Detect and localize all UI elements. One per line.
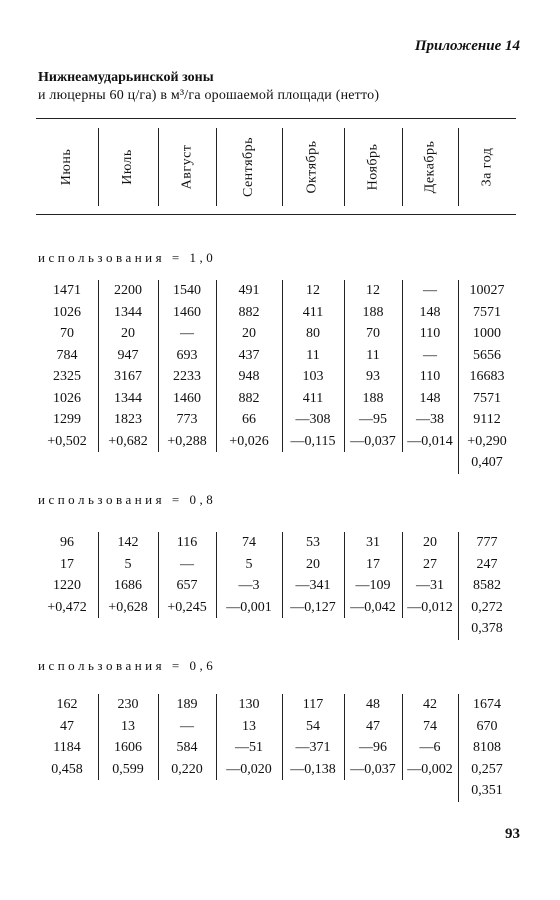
table-row xyxy=(36,618,516,640)
table-cell: 42 xyxy=(423,697,437,712)
data-block xyxy=(36,280,516,474)
table-cell: +0,288 xyxy=(167,433,207,449)
table-cell xyxy=(344,452,402,474)
table-cell xyxy=(282,452,344,474)
appendix-label: Приложение 14 xyxy=(414,38,520,54)
table-cell: —0,042 xyxy=(350,599,396,615)
table-cell xyxy=(216,780,282,802)
column-divider xyxy=(344,694,345,780)
column-divider xyxy=(282,280,283,452)
table-cell xyxy=(158,780,216,802)
table-cell: —31 xyxy=(416,578,444,593)
table-cell: —0,014 xyxy=(407,433,453,449)
column-divider xyxy=(216,280,217,452)
table-cell: 411 xyxy=(302,390,324,406)
table-cell: 20 xyxy=(121,326,135,341)
table-cell: +0,628 xyxy=(108,599,148,615)
table-cell: —0,012 xyxy=(407,599,453,615)
column-divider xyxy=(458,532,459,640)
table-cell: 16683 xyxy=(469,369,505,384)
table-cell: 948 xyxy=(238,369,260,384)
table-cell: 1674 xyxy=(473,697,501,712)
table-cell: 103 xyxy=(302,369,324,384)
table-cell: 773 xyxy=(176,412,198,427)
table-cell: 53 xyxy=(306,535,320,550)
table-cell: 693 xyxy=(176,347,198,363)
column-divider xyxy=(98,532,99,618)
table-cell: 2233 xyxy=(173,369,201,384)
table-cell: —0,020 xyxy=(226,761,272,777)
table-cell: 1344 xyxy=(114,390,142,406)
table-cell: 784 xyxy=(56,347,78,363)
table-cell: 1299 xyxy=(53,412,81,427)
table-row xyxy=(36,532,516,554)
table-cell: 1823 xyxy=(114,412,142,427)
table-row xyxy=(36,597,516,619)
table-cell: 1220 xyxy=(53,578,81,593)
table-row xyxy=(36,554,516,576)
column-divider xyxy=(458,694,459,802)
table-cell: —0,002 xyxy=(407,761,453,777)
table-cell: 96 xyxy=(60,535,74,550)
table-cell: 0,378 xyxy=(471,621,503,636)
table-row xyxy=(36,280,516,302)
table-cell: +0,026 xyxy=(229,433,269,449)
table-cell: 70 xyxy=(366,326,380,341)
table-cell: — xyxy=(180,326,194,341)
table-cell: —308 xyxy=(295,412,331,427)
table-cell: 1026 xyxy=(53,304,81,320)
header-top-rule xyxy=(36,118,516,119)
table-cell: 17 xyxy=(366,556,380,572)
table-cell: 7571 xyxy=(473,390,501,406)
table-cell: 0,407 xyxy=(471,455,503,470)
table-cell: 130 xyxy=(238,697,260,712)
table-cell: 1026 xyxy=(53,390,81,406)
column-header-december: Декабрь xyxy=(422,140,437,194)
table-cell xyxy=(344,780,402,802)
table-cell: 27 xyxy=(423,556,437,572)
table-cell: 2200 xyxy=(114,283,142,298)
table-cell: —95 xyxy=(359,412,387,427)
table-cell: —51 xyxy=(235,740,263,755)
table-cell: 670 xyxy=(476,718,498,734)
table-cell: 13 xyxy=(121,718,135,734)
table-cell: —0,037 xyxy=(350,761,396,777)
column-divider xyxy=(216,694,217,780)
table-cell: 5 xyxy=(245,556,253,572)
column-header-june: Июнь xyxy=(58,148,74,186)
section-label: использования = 1,0 xyxy=(38,250,217,265)
table-cell: +0,290 xyxy=(467,433,507,449)
table-cell: 188 xyxy=(362,304,384,320)
table-cell: 66 xyxy=(242,412,256,427)
column-divider xyxy=(282,532,283,618)
table-cell: —0,037 xyxy=(350,433,396,449)
table-cell: 411 xyxy=(302,304,324,320)
table-cell: 0,351 xyxy=(471,783,503,798)
table-cell: 47 xyxy=(366,718,380,734)
column-divider xyxy=(402,532,403,618)
table-cell: 148 xyxy=(419,390,441,406)
column-divider xyxy=(402,694,403,780)
data-block xyxy=(36,532,516,640)
table-cell xyxy=(36,618,98,640)
table-cell: 0,272 xyxy=(471,599,503,615)
table-cell: 3167 xyxy=(114,369,142,384)
table-cell: 116 xyxy=(176,535,198,550)
column-divider xyxy=(158,694,159,780)
table-cell: — xyxy=(180,718,194,734)
table-cell: 1540 xyxy=(173,283,201,298)
table-cell: 0,220 xyxy=(171,761,203,777)
section-label: использования = 0,8 xyxy=(38,492,217,507)
column-divider xyxy=(458,280,459,474)
table-cell: 1460 xyxy=(173,304,201,320)
table-cell: 882 xyxy=(238,390,260,406)
table-cell xyxy=(216,452,282,474)
table-row xyxy=(36,737,516,759)
table-cell: —109 xyxy=(355,578,391,593)
table-cell: 20 xyxy=(306,556,320,572)
zone-subtitle: и люцерны 60 ц/га) в м³/га орошаемой площади (нетто) xyxy=(38,88,380,103)
table-cell xyxy=(282,618,344,640)
table-cell: 110 xyxy=(419,369,441,384)
table-row xyxy=(36,431,516,453)
table-row xyxy=(36,780,516,802)
table-cell: 148 xyxy=(419,304,441,320)
table-cell: 1184 xyxy=(53,740,81,755)
table-cell: 584 xyxy=(176,740,198,755)
column-header-november: Ноябрь xyxy=(364,143,380,191)
column-divider xyxy=(98,280,99,452)
table-row xyxy=(36,575,516,597)
table-row xyxy=(36,409,516,431)
table-cell: 1460 xyxy=(173,390,201,406)
table-cell: 882 xyxy=(238,304,260,320)
table-row xyxy=(36,452,516,474)
column-header-july: Июль xyxy=(120,149,135,185)
column-header-year: За год xyxy=(479,147,494,187)
table-cell xyxy=(158,618,216,640)
table-cell: 437 xyxy=(238,347,260,363)
table-cell xyxy=(36,452,98,474)
page-number: 93 xyxy=(505,826,520,842)
section-label: использования = 0,6 xyxy=(38,658,217,673)
table-cell: 142 xyxy=(117,535,139,550)
table-cell xyxy=(282,780,344,802)
table-cell: —0,115 xyxy=(290,433,336,449)
table-row xyxy=(36,694,516,716)
table-cell xyxy=(344,618,402,640)
table-cell: 230 xyxy=(117,697,139,712)
table-cell xyxy=(98,780,158,802)
table-cell: 13 xyxy=(242,718,256,734)
table-cell: — xyxy=(180,556,194,572)
column-header-august: Август xyxy=(178,144,194,190)
table-cell: 93 xyxy=(366,369,380,384)
table-cell: 17 xyxy=(60,556,74,572)
table-cell: +0,682 xyxy=(108,433,148,449)
column-divider xyxy=(344,280,345,452)
table-cell: 2325 xyxy=(53,369,81,384)
table-cell: 777 xyxy=(476,535,498,550)
zone-title: Нижнеамударьинской зоны xyxy=(38,70,214,85)
table-cell: — xyxy=(423,347,437,363)
table-cell: 189 xyxy=(176,697,198,712)
column-divider xyxy=(158,280,159,452)
table-cell: 657 xyxy=(176,578,198,593)
table-cell: 20 xyxy=(423,535,437,550)
table-cell: 54 xyxy=(306,718,320,734)
table-cell: — xyxy=(423,283,437,298)
table-row xyxy=(36,323,516,345)
table-cell: 0,599 xyxy=(112,761,144,777)
table-cell: 12 xyxy=(366,283,380,298)
table-cell: 8108 xyxy=(473,740,501,755)
table-cell: +0,472 xyxy=(47,599,87,615)
column-divider xyxy=(344,532,345,618)
table-cell: 5656 xyxy=(473,347,501,363)
table-cell: 9112 xyxy=(473,412,501,427)
table-cell: 11 xyxy=(306,347,320,363)
column-header-september: Сентябрь xyxy=(240,136,256,198)
column-header-october: Октябрь xyxy=(304,140,320,194)
header-bottom-rule xyxy=(36,214,516,215)
table-cell: 1344 xyxy=(114,304,142,320)
table-cell xyxy=(402,452,458,474)
table-cell: 20 xyxy=(242,326,256,341)
table-cell: 80 xyxy=(306,326,320,341)
table-cell: 5 xyxy=(124,556,132,572)
table-cell: 74 xyxy=(423,718,437,734)
table-cell: 10027 xyxy=(469,283,505,298)
table-row xyxy=(36,759,516,781)
table-cell: 74 xyxy=(242,535,256,550)
table-cell: —6 xyxy=(419,740,441,755)
table-cell: +0,502 xyxy=(47,433,87,449)
table-cell: 7571 xyxy=(473,304,501,320)
table-cell: 12 xyxy=(306,283,320,298)
table-row xyxy=(36,388,516,410)
table-cell: —371 xyxy=(295,740,331,755)
table-cell: 0,257 xyxy=(471,761,503,777)
table-cell: —0,001 xyxy=(226,599,272,615)
table-cell: —341 xyxy=(295,578,331,593)
table-cell: 947 xyxy=(117,347,139,363)
table-cell: 11 xyxy=(366,347,380,363)
table-cell: 491 xyxy=(238,283,260,298)
table-cell: 70 xyxy=(60,326,74,341)
table-cell: 247 xyxy=(476,556,498,572)
column-divider xyxy=(402,280,403,452)
table-row xyxy=(36,345,516,367)
table-cell: —0,138 xyxy=(290,761,336,777)
table-cell xyxy=(158,452,216,474)
column-header-row xyxy=(36,120,516,214)
table-cell: 117 xyxy=(302,697,324,712)
column-divider xyxy=(158,532,159,618)
table-cell: —0,127 xyxy=(290,599,336,615)
table-cell: 31 xyxy=(366,535,380,550)
table-cell xyxy=(402,780,458,802)
table-cell: —96 xyxy=(359,740,387,755)
table-cell xyxy=(98,618,158,640)
table-cell: —3 xyxy=(238,578,260,593)
table-cell: 48 xyxy=(366,697,380,712)
table-row xyxy=(36,716,516,738)
table-cell xyxy=(98,452,158,474)
column-divider xyxy=(216,532,217,618)
table-cell: 0,458 xyxy=(51,761,83,777)
table-cell: 47 xyxy=(60,718,74,734)
table-cell xyxy=(402,618,458,640)
table-row xyxy=(36,302,516,324)
table-cell: 1000 xyxy=(473,326,501,341)
column-divider xyxy=(98,694,99,780)
table-cell: +0,245 xyxy=(167,599,207,615)
column-divider xyxy=(282,694,283,780)
table-cell: 8582 xyxy=(473,578,501,593)
table-cell: 1686 xyxy=(114,578,142,593)
table-cell: —38 xyxy=(416,412,444,427)
table-cell: 1606 xyxy=(114,740,142,755)
table-cell: 110 xyxy=(419,326,441,341)
data-block xyxy=(36,694,516,802)
table-cell xyxy=(216,618,282,640)
table-row xyxy=(36,366,516,388)
table-cell: 1471 xyxy=(53,283,81,298)
table-cell: 188 xyxy=(362,390,384,406)
table-cell: 162 xyxy=(56,697,78,712)
table-cell xyxy=(36,780,98,802)
